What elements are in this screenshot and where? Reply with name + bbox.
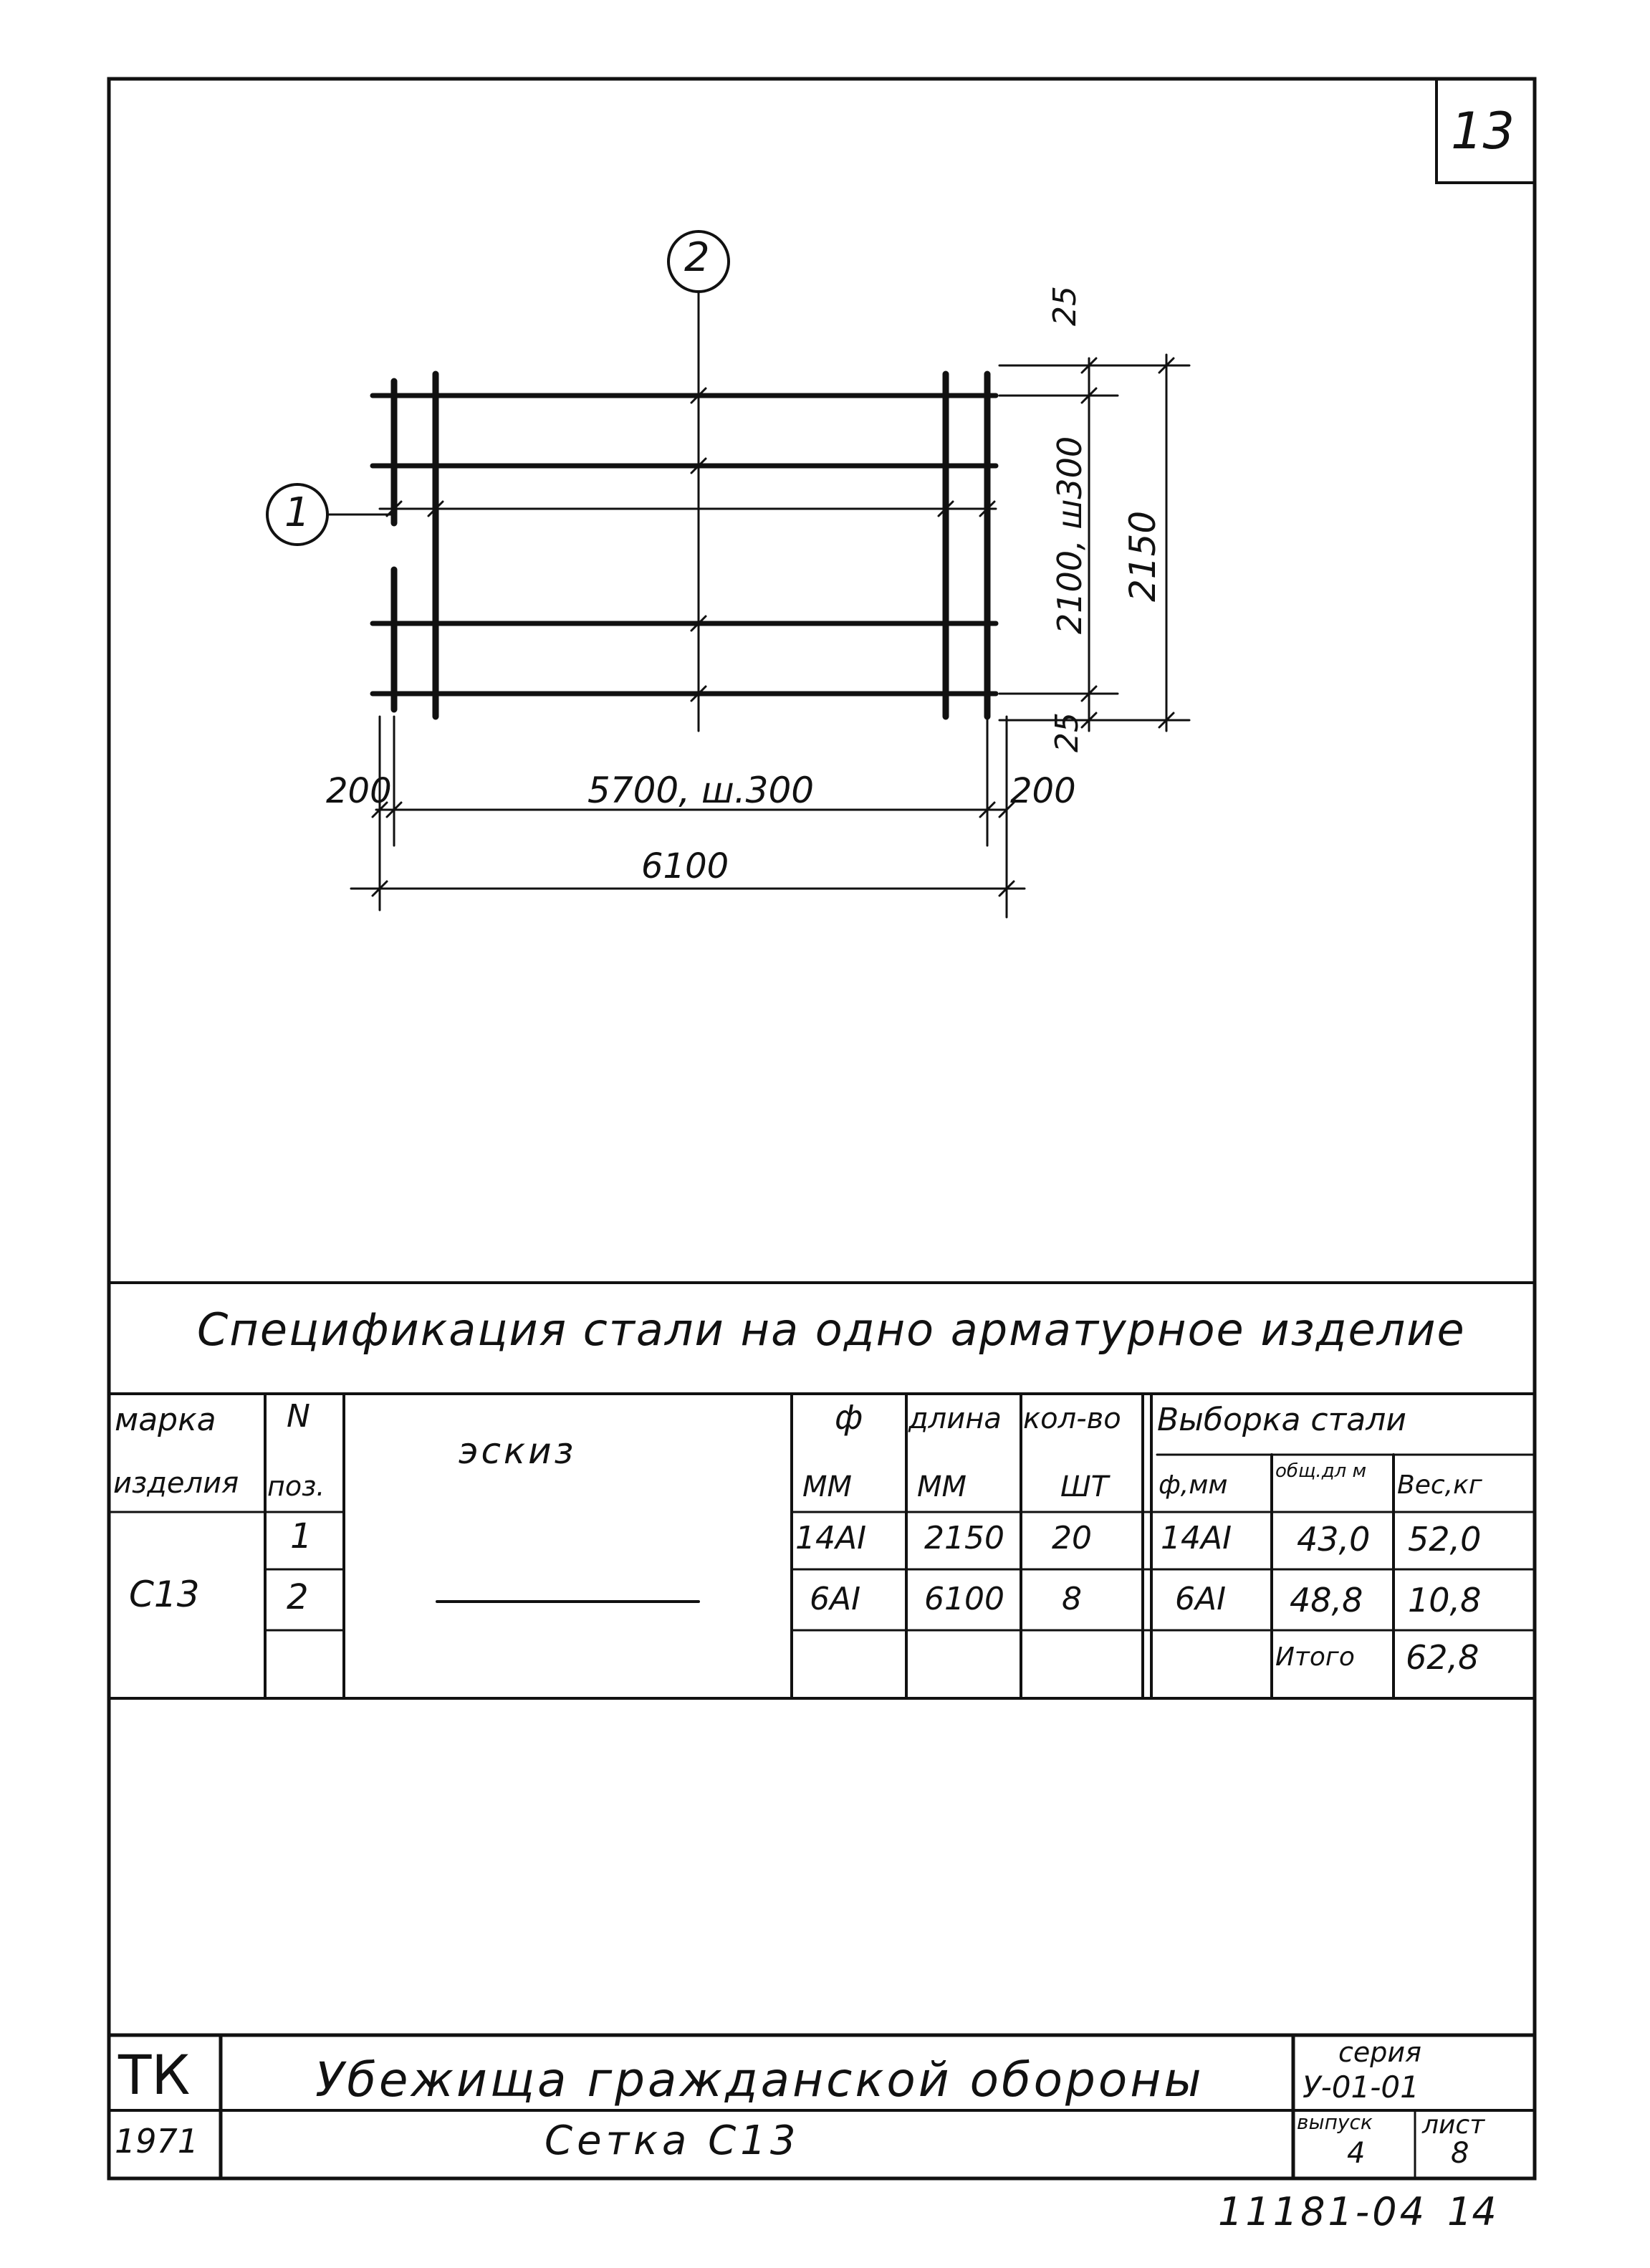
dim-left-offset: 200	[326, 771, 392, 811]
spec-title: Спецификация стали на одно арматурное изделие	[197, 1303, 1466, 1356]
mesh-vertical-bars	[394, 374, 987, 717]
callout-label-1: 1	[284, 489, 310, 536]
header-mark-2: изделия	[113, 1467, 239, 1500]
row2-sel-weight: 10,8	[1408, 1581, 1482, 1619]
header-qty-1: кол-во	[1023, 1402, 1121, 1435]
row1-dia: 14АI	[795, 1520, 867, 1556]
bottom-dimension-lines	[351, 717, 1025, 917]
header-sel-weight: Вес,кг	[1397, 1470, 1482, 1500]
issue-label: выпуск	[1297, 2110, 1373, 2134]
row2-dia: 6АI	[810, 1581, 861, 1617]
year: 1971	[115, 2122, 199, 2161]
row1-len: 2150	[924, 1520, 1004, 1556]
header-pos-1: N	[287, 1398, 310, 1435]
series-label: серия	[1338, 2037, 1421, 2068]
row2-pos: 2	[287, 1577, 309, 1617]
header-selection: Выборка стали	[1157, 1402, 1406, 1438]
row2-sel-dia: 6АI	[1175, 1581, 1227, 1617]
header-qty-2: ШТ	[1060, 1470, 1109, 1503]
dim-total-height: 2150	[1122, 510, 1164, 602]
dim-right-offset: 200	[1010, 771, 1076, 811]
row1-sel-len: 43,0	[1297, 1520, 1371, 1559]
dim-inner-height: 2100, ш300	[1050, 436, 1089, 634]
issue-value: 4	[1347, 2137, 1366, 2170]
header-len-2: ММ	[917, 1470, 967, 1503]
footer-code: 11181-04	[1218, 2189, 1427, 2234]
row1-sel-weight: 52,0	[1408, 1520, 1482, 1559]
row2-qty: 8	[1062, 1581, 1082, 1617]
callout-label-2: 2	[684, 234, 710, 281]
header-len-1: длина	[908, 1402, 1002, 1435]
header-mark-1: марка	[115, 1402, 216, 1438]
row2-sel-len: 48,8	[1290, 1581, 1363, 1619]
dim-top-offset: 25	[1047, 286, 1083, 326]
sheet-label: лист	[1422, 2110, 1485, 2140]
row1-pos: 1	[290, 1516, 312, 1556]
header-pos-2: поз.	[267, 1470, 325, 1502]
org-code: ТК	[118, 2043, 191, 2107]
project-title: Убежища гражданской обороны	[315, 2052, 1204, 2107]
footer-page: 14	[1447, 2189, 1497, 2234]
row2-len: 6100	[924, 1581, 1004, 1617]
dim-bottom-offset: 25	[1049, 712, 1085, 752]
header-sel-dia: ф,мм	[1159, 1470, 1228, 1500]
product-mark: С13	[129, 1574, 200, 1615]
sheet-value: 8	[1451, 2137, 1469, 2170]
series-value: У-01-01	[1303, 2070, 1419, 2105]
header-dia-2: ММ	[802, 1470, 853, 1503]
total-value: 62,8	[1406, 1638, 1479, 1677]
row1-qty: 20	[1052, 1520, 1092, 1556]
sheet-number: 13	[1451, 102, 1515, 161]
header-sel-total-len: общ.дл м	[1275, 1460, 1367, 1482]
drawing-name: Сетка С13	[545, 2118, 800, 2164]
row1-sel-dia: 14АI	[1161, 1520, 1232, 1556]
mesh-horizontal-bars	[373, 396, 996, 694]
header-dia-1: ф	[835, 1398, 863, 1437]
dim-total-length: 6100	[641, 846, 729, 886]
total-label: Итого	[1275, 1642, 1355, 1672]
header-sketch: эскиз	[459, 1430, 577, 1472]
dim-inner-length: 5700, ш.300	[587, 770, 815, 811]
